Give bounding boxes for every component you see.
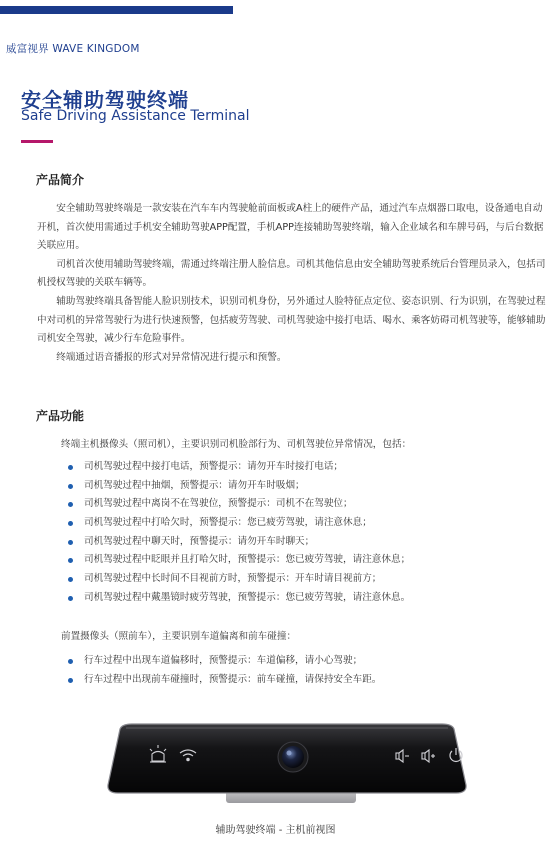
bullet-dot (68, 659, 73, 664)
list-item-text: 司机驾驶过程中戴墨镜时疲劳驾驶，预警提示：您已疲劳驾驶，请注意休息。 (84, 591, 411, 603)
intro-paragraph: 司机首次使用辅助驾驶终端，需通过终端注册人脸信息。司机其他信息由安全辅助驾驶系统后台管理员录入，包括司机授权驾驶的关联车辆等。 (37, 258, 546, 289)
list-item-text: 司机驾驶过程中长时间不目视前方时，预警提示：开车时请目视前方； (84, 573, 382, 585)
list-item (66, 495, 410, 514)
bullet-dot (68, 678, 73, 683)
bullet-dot (68, 465, 73, 470)
page-subtitle: Safe Driving Assistance Terminal (21, 108, 250, 124)
bullet-dot (68, 484, 73, 489)
list-item-text: 司机驾驶过程中接打电话，预警提示：请勿开车时接打电话； (84, 461, 344, 472)
list-item (66, 477, 410, 496)
list-item-text: 行车过程中出现前车碰撞时，预警提示：前车碰撞，请保持安全车距。 (84, 673, 382, 685)
front-camera-lead: 前置摄像头（照前车），主要识别车道偏离和前车碰撞： (61, 631, 297, 642)
front-camera-list (66, 652, 381, 689)
list-item (66, 551, 410, 570)
list-item-text: 司机驾驶过程中离岗不在驾驶位，预警提示：司机不在驾驶位； (84, 498, 353, 510)
main-camera-lead: 终端主机摄像头（照司机），主要识别司机脸部行为、司机驾驶位异常情况，包括： (61, 439, 412, 450)
list-item-text: 行车过程中出现车道偏移时，预警提示：车道偏移，请小心驾驶； (84, 655, 363, 666)
list-item (66, 589, 410, 608)
list-item-text: 司机驾驶过程中打哈欠时，预警提示：您已疲劳驾驶，请注意休息； (84, 517, 372, 529)
main-camera-list (66, 458, 410, 608)
top-color-bar (0, 6, 233, 14)
list-item-text: 司机驾驶过程中聊天时，预警提示：请勿开车时聊天； (84, 535, 315, 547)
list-item (66, 458, 410, 477)
page-title: 安全辅助驾驶终端 (21, 88, 189, 112)
list-item (66, 671, 381, 690)
device-caption: 辅助驾驶终端 - 主机前视图 (215, 825, 336, 836)
bullet-dot (68, 521, 73, 526)
list-item (66, 570, 410, 589)
list-item (66, 514, 410, 533)
intro-paragraph: 辅助驾驶终端具备智能人脸识别技术，识别司机身份，另外通过人脸特征点定位、姿态识别、行为识别，在驾驶过程中对司机的异常驾驶行为进行快速预警，包括疲劳驾驶、司机驾驶途中接打电话、喝水、乘客妨碍司机驾驶等，能够辅助司机安全驾驶，减少行车危险事件。 (37, 295, 546, 345)
intro-heading: 产品简介 (36, 173, 85, 187)
features-heading: 产品功能 (36, 409, 85, 423)
bullet-dot (68, 558, 73, 563)
title-accent-bar (21, 140, 53, 143)
intro-paragraph: 终端通过语音播报的形式对异常情况进行提示和预警。 (56, 351, 287, 363)
list-item-text: 司机驾驶过程中眨眼并且打哈欠时，预警提示：您已疲劳驾驶，请注意休息； (84, 554, 411, 566)
list-item (66, 533, 410, 552)
list-item-text: 司机驾驶过程中抽烟，预警提示：请勿开车时吸烟； (84, 479, 305, 491)
list-item (66, 652, 381, 671)
bullet-dot (68, 502, 73, 507)
intro-body (37, 200, 547, 367)
brand-name: 威富视界 WAVE KINGDOM (6, 43, 140, 55)
intro-paragraph: 安全辅助驾驶终端是一款安装在汽车车内驾驶舱前面板或A柱上的硬件产品，通过汽车点烟器口取电，设备通电自动开机，首次使用需通过手机安全辅助驾驶APP配置，手机APP连接辅助驾驶终端，输入企业域名和车牌号码，与后台数据关联应用。 (37, 203, 544, 252)
camera-lens (278, 742, 308, 772)
bullet-dot (68, 540, 73, 545)
device-front-view (106, 723, 468, 805)
bullet-dot (68, 577, 73, 582)
bullet-dot (68, 596, 73, 601)
